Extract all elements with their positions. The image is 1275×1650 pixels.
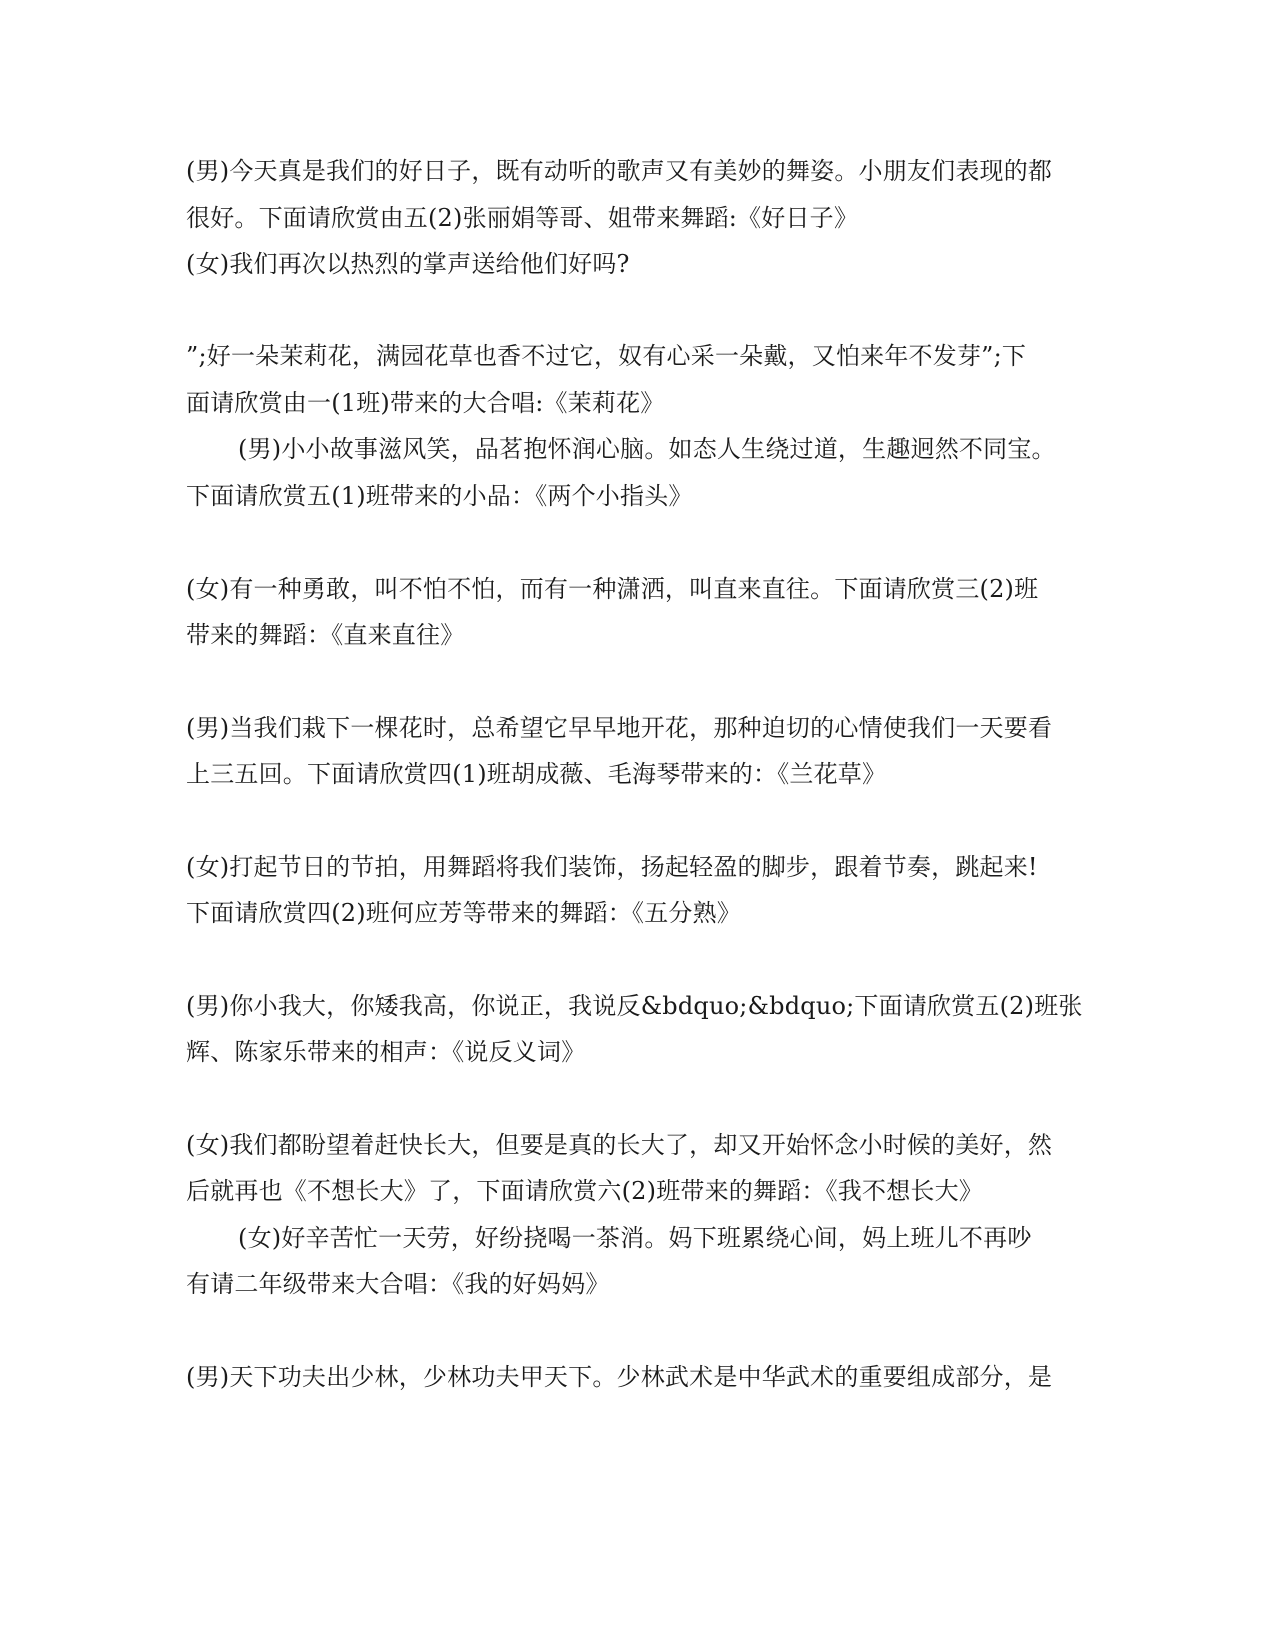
text-line: ”;好一朵茉莉花，满园花草也香不过它，奴有心采一朵戴，又怕来年不发芽”;下 xyxy=(186,342,1027,370)
text-line: 面请欣赏由一(1班)带来的大合唱:《茉莉花》 xyxy=(186,389,665,417)
text-line: (男)天下功夫出少林，少林功夫甲天下。少林武术是中华武术的重要组成部分，是 xyxy=(186,1363,1053,1391)
text-line: 很好。下面请欣赏由五(2)张丽娟等哥、姐带来舞蹈:《好日子》 xyxy=(186,204,859,232)
text-line: (男)小小故事滋风笑，品茗抱怀润心脑。如态人生绕过道，生趣迥然不同宝。 xyxy=(238,435,1056,463)
text-line: (女)我们都盼望着赶快长大，但要是真的长大了，却又开始怀念小时候的美好，然 xyxy=(186,1131,1053,1159)
text-line: 有请二年级带来大合唱：《我的好妈妈》 xyxy=(186,1270,610,1298)
text-line: 后就再也《不想长大》了，下面请欣赏六(2)班带来的舞蹈：《我不想长大》 xyxy=(186,1177,983,1205)
text-line: (男)当我们栽下一棵花时，总希望它早早地开花，那种迫切的心情使我们一天要看 xyxy=(186,714,1053,742)
text-line: (男)你小我大，你矮我高，你说正，我说反&bdquo;&bdquo;下面请欣赏五(2)班张 xyxy=(186,992,1083,1020)
text-line: (女)我们再次以热烈的掌声送给他们好吗? xyxy=(186,250,630,278)
text-line: (男)今天真是我们的好日子，既有动听的歌声又有美妙的舞姿。小朋友们表现的都 xyxy=(186,157,1053,185)
text-line: 辉、陈家乐带来的相声：《说反义词》 xyxy=(186,1038,586,1066)
text-line: 上三五回。下面请欣赏四(1)班胡成薇、毛海琴带来的：《兰花草》 xyxy=(186,760,887,788)
text-line: 带来的舞蹈：《直来直往》 xyxy=(186,621,465,649)
text-line: (女)好辛苦忙一天劳，好纷挠喝一茶消。妈下班累绕心间，妈上班儿不再吵 xyxy=(238,1224,1032,1252)
text-line: 下面请欣赏四(2)班何应芳等带来的舞蹈：《五分熟》 xyxy=(186,899,741,927)
text-line: 下面请欣赏五(1)班带来的小品：《两个小指头》 xyxy=(186,482,693,510)
text-line: (女)有一种勇敢，叫不怕不怕，而有一种潇洒，叫直来直往。下面请欣赏三(2)班 xyxy=(186,575,1039,603)
text-line: (女)打起节日的节拍，用舞蹈将我们装饰，扬起轻盈的脚步，跟着节奏，跳起来! xyxy=(186,853,1038,881)
